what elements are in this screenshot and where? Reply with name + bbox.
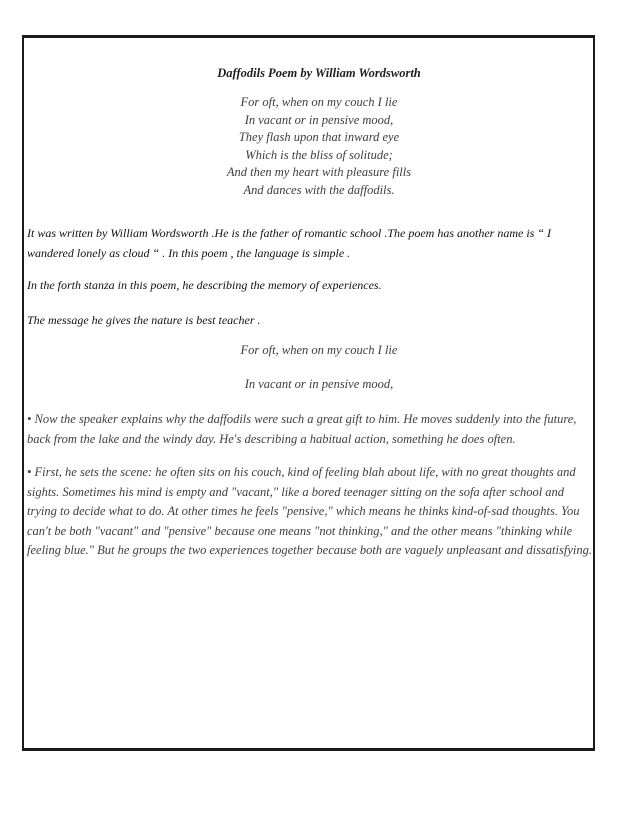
message-paragraph: The message he gives the nature is best teacher . — [27, 313, 261, 327]
poem-excerpt — [0, 94, 638, 200]
stanza-paragraph: In the forth stanza in this poem, he describing the memory of experiences. — [27, 278, 382, 292]
poem-line: Which is the bliss of solitude; — [245, 147, 393, 162]
bullet-paragraph: • Now the speaker explains why the daffodils were such a great gift to him. He moves suddenly into the future, back from the lake and the windy day. He's describing a habitual action, something he does often. — [27, 412, 577, 446]
bullet-paragraph: • First, he sets the scene: he often sits on his couch, kind of feeling blah about life, with no great thoughts and sights. Sometimes his mind is empty and "vacant," like a bored teenager sitting on the sofa after school and trying to decide what to do. At other times he feels "pensive," which means he thinks kind-of-sad thoughts. You can't be both "vacant" and "pensive" because one means "not thinking," and the other means "thinking while feeling blue." But he groups the two experiences together because both are vaguely unpleasant and dissatisfying. — [27, 465, 592, 557]
poem-line: In vacant or in pensive mood, — [244, 112, 394, 127]
intro-paragraph: It was written by William Wordsworth .He is the father of romantic school .The poem has another name is “ I wandered lonely as cloud “ . In this poem , the language is simple . — [27, 226, 551, 260]
poem-line: And then my heart with pleasure fills — [226, 165, 412, 180]
quoted-line: For oft, when on my couch I lie — [240, 343, 398, 357]
document-title: Daffodils Poem by William Wordsworth — [217, 66, 421, 80]
poem-line: For oft, when on my couch I lie — [240, 95, 398, 109]
poem-line: And dances with the daffodils. — [243, 182, 395, 197]
quoted-line: In vacant or in pensive mood, — [244, 377, 394, 391]
poem-line: They flash upon that inward eye — [238, 130, 400, 145]
